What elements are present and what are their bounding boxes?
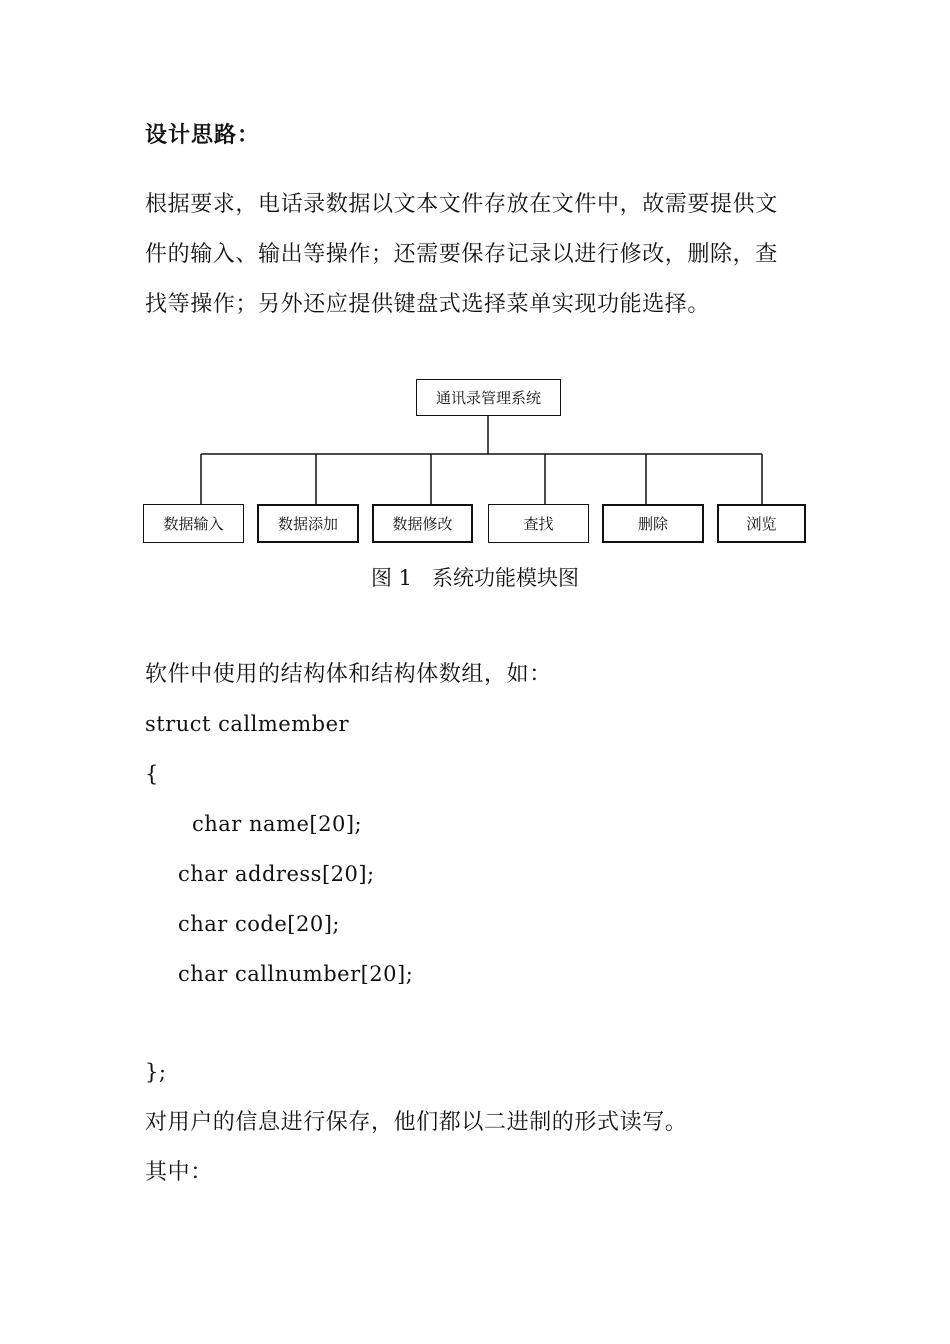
node-data-add: 数据添加 — [257, 504, 359, 543]
node-data-input: 数据输入 — [143, 504, 244, 543]
root-node: 通讯录管理系统 — [416, 379, 561, 416]
struct-intro: 软件中使用的结构体和结构体数组，如： — [145, 662, 552, 687]
figure-caption: 图 1 系统功能模块图 — [370, 566, 580, 590]
code-line-6: char callnumber[20]; — [178, 962, 414, 986]
intro-line-3: 找等操作；另外还应提供键盘式选择菜单实现功能选择。 — [145, 292, 711, 317]
code-line-7: }; — [145, 1060, 167, 1084]
code-line-5: char code[20]; — [178, 912, 340, 936]
section-heading: 设计思路： — [145, 123, 261, 148]
code-line-1: struct callmember — [145, 712, 350, 736]
code-line-3: char name[20]; — [192, 812, 363, 836]
outro-line-1: 对用户的信息进行保存，他们都以二进制的形式读写。 — [145, 1110, 688, 1135]
node-browse: 浏览 — [717, 504, 806, 543]
code-line-4: char address[20]; — [178, 862, 375, 886]
node-delete: 删除 — [602, 504, 704, 543]
intro-line-2: 件的输入、输出等操作；还需要保存记录以进行修改，删除，查 — [145, 242, 778, 267]
intro-line-1: 根据要求，电话录数据以文本文件存放在文件中，故需要提供文 — [145, 192, 778, 217]
node-search: 查找 — [488, 504, 589, 543]
outro-line-2: 其中： — [145, 1160, 213, 1185]
code-line-2: { — [145, 762, 159, 786]
node-data-modify: 数据修改 — [372, 504, 473, 543]
module-diagram — [130, 370, 820, 555]
